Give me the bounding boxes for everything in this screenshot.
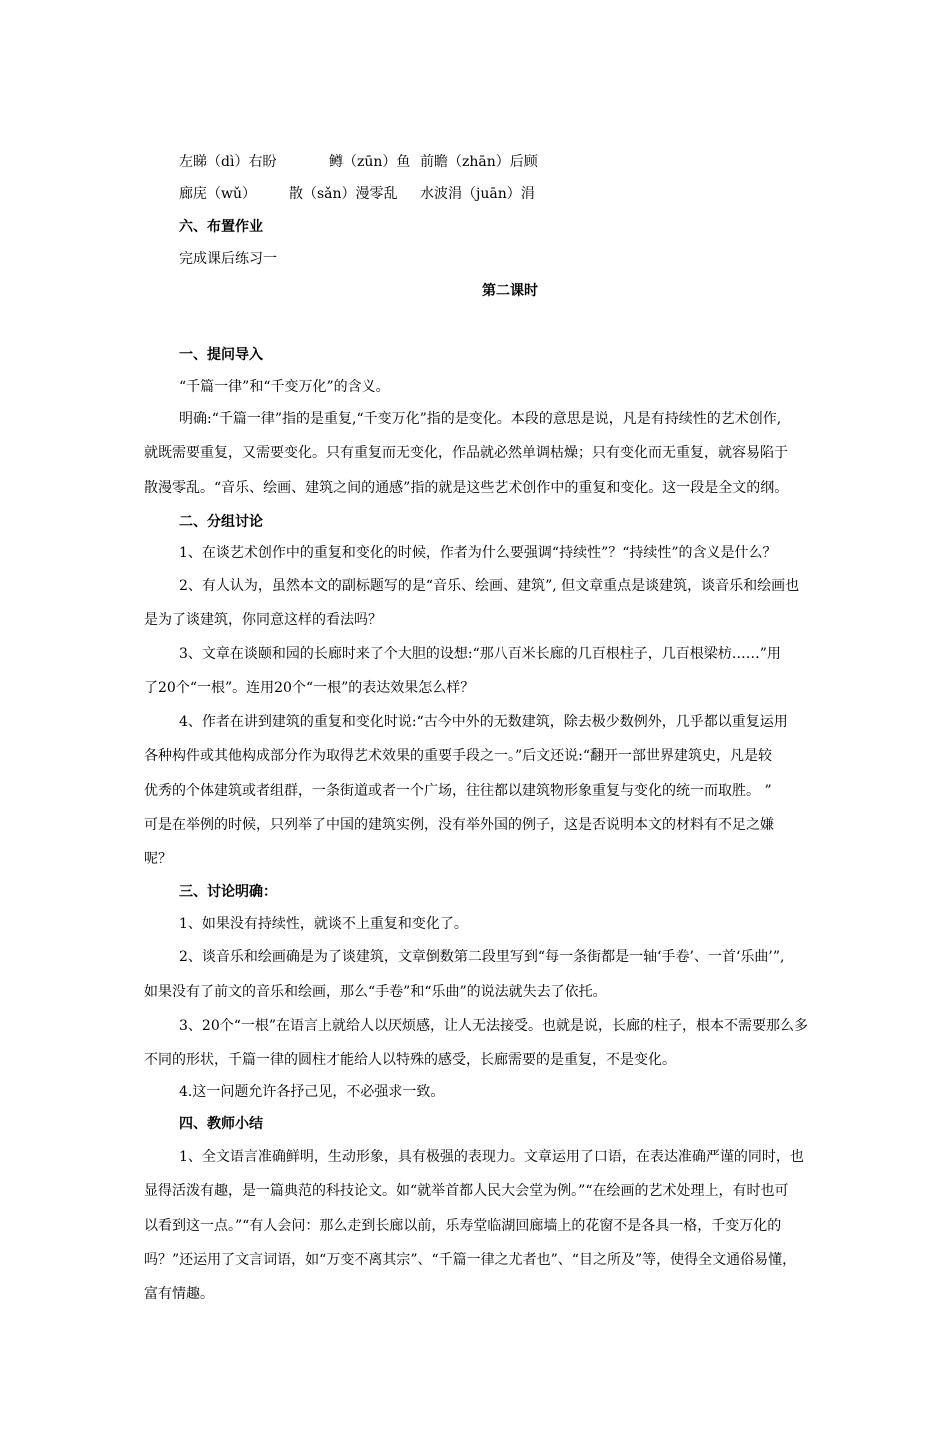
pinyin-term: 散（sǎn）漫零乱 [289, 186, 398, 202]
section-heading: 一、提问导入 [179, 347, 263, 363]
paragraph-line: 以看到这一点。”“有人会问：那么走到长廊以前，乐寿堂临湖回廊墙上的花窗不是各具一格，千变万化的 [144, 1218, 782, 1234]
pinyin-term: 水波涓（juān）涓 [420, 186, 535, 202]
paragraph-line: 4.这一问题允许各抒己见，不必强求一致。 [179, 1084, 445, 1100]
paragraph-line: 了20个“一根”。连用20个“一根”的表达效果怎么样？ [144, 680, 475, 696]
pinyin-term: 前瞻（zhān）后顾 [420, 154, 538, 170]
paragraph-line: 1、全文语言准确鲜明，生动形象，具有极强的表现力。文章运用了口语，在表达准确严谨的同时，也 [179, 1149, 804, 1165]
paragraph-line: 不同的形状，千篇一律的圆柱才能给人以特殊的感受，长廊需要的是重复，不是变化。 [144, 1052, 676, 1068]
pinyin-term: 鳟（zūn）鱼 [329, 154, 411, 170]
paragraph-line: 明确:“千篇一律”指的是重复,“千变万化”指的是变化。本段的意思是说，凡是有持续性的艺术创作, [179, 411, 782, 427]
paragraph-line: 优秀的个体建筑或者组群，一条街道或者一个广场，往往都以建筑物形象重复与变化的统一而取胜。 ” [144, 783, 772, 799]
paragraph-line: 1、在谈艺术创作中的重复和变化的时候，作者为什么要强调“持续性”？“持续性”的含义是什么？ [179, 545, 777, 561]
paragraph-line: 1、如果没有持续性，就谈不上重复和变化了。 [179, 916, 468, 932]
pinyin-row-1 [179, 152, 538, 172]
section-heading: 四、教师小结 [179, 1116, 263, 1132]
lesson-title: 第二课时 [482, 283, 538, 299]
paragraph-line: 4、作者在讲到建筑的重复和变化时说:“古今中外的无数建筑，除去极少数例外，几乎都以重复运用 [179, 714, 788, 730]
paragraph-line: “千篇一律”和“千变万化”的含义。 [179, 379, 390, 395]
paragraph-line: 就既需要重复，又需要变化。只有重复而无变化，作品就必然单调枯燥；只有变化而无重复，就容易陷于 [144, 445, 788, 461]
homework-text: 完成课后练习一 [179, 251, 277, 267]
paragraph-line: 2、有人认为，虽然本文的副标题写的是“音乐、绘画、建筑”, 但文章重点是谈建筑，谈音乐和绘画也 [179, 578, 800, 594]
paragraph-line: 3、20个“一根”在语言上就给人以厌烦感，让人无法接受。也就是说，长廊的柱子，根本不需要那么多 [179, 1018, 809, 1034]
paragraph-line: 呢？ [144, 851, 172, 867]
paragraph-line: 各种构件或其他构成部分作为取得艺术效果的重要手段之一。”后文还说:“翻开一部世界建筑史，凡是较 [144, 748, 773, 764]
pinyin-row-2 [179, 184, 535, 204]
paragraph-line: 吗？”还运用了文言词语，如“万变不离其宗”、“千篇一律之尤者也”、“目之所及”等，使得全文通俗易懂， [144, 1252, 797, 1268]
section-heading: 三、讨论明确： [179, 884, 277, 900]
paragraph-line: 显得活泼有趣，是一篇典范的科技论文。如“就举首都人民大会堂为例。”“在绘画的艺术处理上，有时也可 [144, 1183, 789, 1199]
paragraph-line: 如果没有了前文的音乐和绘画，那么“手卷”和“乐曲”的说法就失去了依托。 [144, 984, 607, 1000]
pinyin-term: 左睇（dì）右盼 [179, 154, 277, 170]
paragraph-line: 可是在举例的时候，只列举了中国的建筑实例，没有举外国的例子，这是否说明本文的材料有不足之嫌 [144, 817, 774, 833]
paragraph-line: 富有情趣。 [144, 1286, 214, 1302]
paragraph-line: 2、谈音乐和绘画确是为了谈建筑，文章倒数第二段里写到“每一条街都是一轴‘手卷’、一首‘乐曲’”, [179, 949, 785, 965]
paragraph-line: 是为了谈建筑，你同意这样的看法吗？ [144, 612, 382, 628]
pinyin-term: 廊庑（wǔ） [179, 186, 256, 202]
paragraph-line: 3、文章在谈颐和园的长廊时来了个大胆的设想:“那八百米长廊的几百根柱子，几百根梁枋……”用 [179, 646, 781, 662]
paragraph-line: 散漫零乱。“音乐、绘画、建筑之间的通感”指的就是这些艺术创作中的重复和变化。这一段是全文的纲。 [144, 480, 789, 496]
section-heading: 二、分组讨论 [179, 514, 263, 530]
section-heading: 六、布置作业 [179, 219, 263, 235]
